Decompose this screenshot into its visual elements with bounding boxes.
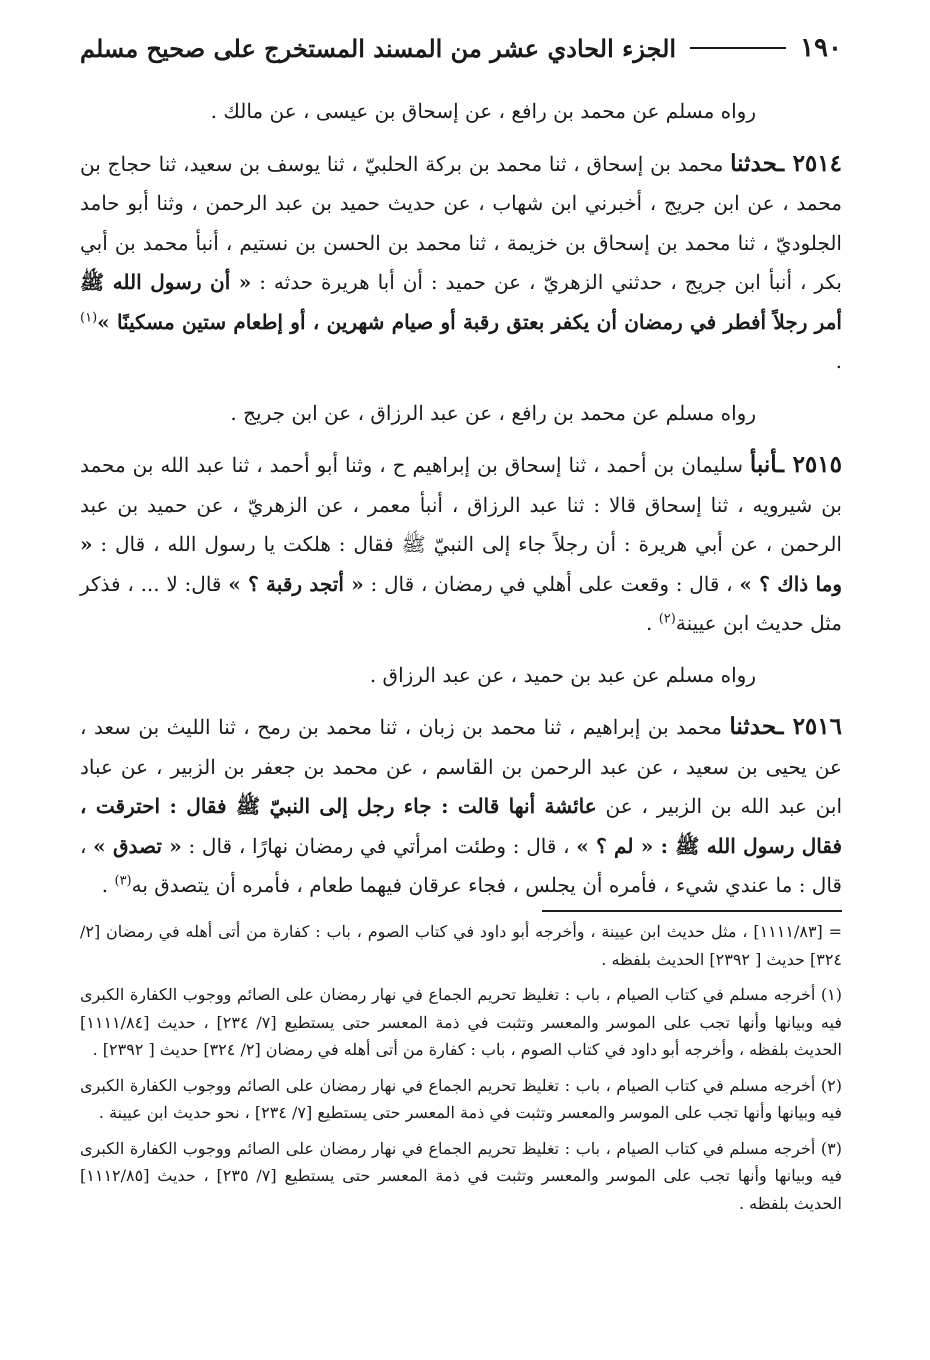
- footnote-ref: (٢): [658, 611, 676, 627]
- footnotes: [80, 918, 842, 1225]
- hadith-matn: « أن رسول الله ﷺ أمر رجلاً أفطر في رمضان أن يكفر بعتق رقبة أو صيام شهرين ، أو إطعام ستين مسكينًا »: [80, 270, 842, 334]
- footnote-ref: (٣): [114, 873, 132, 889]
- hadith-number: ٢٥١٦ ـ: [776, 713, 842, 740]
- hadith-text: قال: لا ... ، فذكر مثل حديث ابن عيينة: [80, 571, 842, 635]
- hadith-2516: [80, 707, 842, 906]
- narration-note: رواه مسلم عن محمد بن رافع ، عن إسحاق بن عيسى ، عن مالك .: [210, 99, 756, 123]
- chain-keyword: حدثنا: [730, 149, 778, 177]
- footnote-continuation: = [١١١١/٨٣] ، مثل حديث ابن عيينة ، وأخرجه أبو داود في كتاب الصوم ، باب : كفارة من أتى أهله في رمضان [٢/ ٣٢٤] حديث [ ٢٣٩٢] الحديث بلفظه .: [80, 922, 843, 969]
- main-text: [80, 92, 842, 906]
- hadith-quote: « تصدق »: [93, 833, 182, 858]
- footnote-ref: (١): [80, 309, 98, 325]
- hadith-text: محمد بن إسحاق ، ثنا محمد بن بركة الحلبيّ ، ثنا يوسف بن سعيد، ثنا حجاج بن محمد ، عن ابن جريج ، أخبرني ابن شهاب ، عن حديث حميد بن عبد الرحمن ، وثنا أبو حامد الجلوديّ ، ثنا محمد بن إسحاق بن خزيمة ، ثنا محمد بن الحسن بن نستيم ، أنبأ محمد بن أبي بكر ، أنبأ ابن جريج ، حدثني الزهريّ ، عن حميد : أن أبا هريرة حدثه :: [80, 151, 842, 294]
- page-number: ١٩٠: [800, 33, 842, 63]
- hadith-text: ، قال : وقعت على أهلي في رمضان ، قال :: [363, 571, 740, 596]
- hadith-end: .: [101, 873, 115, 897]
- footnote-3: (٣) أخرجه مسلم في كتاب الصيام ، باب : تغليظ تحريم الجماع في نهار رمضان على الصائم ووجوب الكفارة الكبرى فيه وبيانها وأنها تجب على الموسر والمعسر وتثبت في ذمة المعسر حتى يستطيع [٧/ ٢٣٥] ، حديث [١١١٢/٨٥] الحديث بلفظه .: [80, 1138, 842, 1213]
- footnote-separator: [542, 910, 842, 912]
- hadith-text: ، قال : وطئت امرأتي في رمضان نهارًا ، قال :: [181, 833, 577, 858]
- hadith-text: ، قال : ما عندي شيء ، فأمره أن يجلس ، فجاء عرقان فيهما طعام ، فأمره أن يتصدق به: [80, 833, 842, 897]
- chain-keyword: أنبأ: [749, 451, 778, 478]
- header-rule: [690, 47, 786, 49]
- narration-note: رواه مسلم عن عبد بن حميد ، عن عبد الرزاق .: [369, 662, 756, 687]
- running-title: الجزء الحادي عشر من المسند المستخرج على صحيح مسلم: [80, 33, 677, 63]
- hadith-2515: [80, 445, 842, 644]
- hadith-quote: « وما ذاك ؟ »: [80, 532, 842, 596]
- hadith-number: ٢٥١٤ ـ: [777, 149, 842, 177]
- narration-note: رواه مسلم عن محمد بن رافع ، عن عبد الرزاق ، عن ابن جريج .: [230, 400, 756, 425]
- hadith-text: سليمان بن أحمد ، ثنا إسحاق بن إبراهيم ح ، وثنا أبو أحمد ، ثنا عبد الله بن محمد بن شيرويه ، ثنا إسحاق قالا : ثنا عبد الرزاق ، أنبأ معمر ، عن الزهريّ ، عن حميد بن عبد الرحمن ، عن أبي هريرة : أن رجلاً جاء إلى النبيّ ﷺ فقال : هلكت يا رسول الله ، قال :: [80, 453, 842, 556]
- hadith-quote: « أتجد رقبة ؟ »: [228, 571, 364, 596]
- footnote-2: (٢) أخرجه مسلم في كتاب الصيام ، باب : تغليظ تحريم الجماع في نهار رمضان على الصائم ووجوب الكفارة الكبرى فيه وبيانها وأنها تجب على الموسر والمعسر وتثبت في ذمة المعسر حتى يستطيع [٧/ ٢٣٤] ، نحو حديث ابن عيينة .: [80, 1075, 842, 1122]
- hadith-end: .: [835, 349, 842, 373]
- hadith-text: محمد بن إبراهيم ، ثنا محمد بن زبان ، ثنا محمد بن رمح ، ثنا الليث بن سعد ، عن يحيى بن سعيد ، عن عبد الرحمن بن القاسم ، عن محمد بن جعفر بن الزبير ، عن عباد ابن عبد الله بن الزبير ، عن: [80, 715, 842, 818]
- chain-keyword: حدثنا: [729, 713, 777, 740]
- hadith-2514: [80, 144, 842, 382]
- hadith-number: ٢٥١٥ ـ: [777, 451, 842, 478]
- hadith-end: .: [645, 611, 659, 635]
- hadith-quote: عائشة أنها قالت : جاء رجل إلى النبيّ ﷺ فقال : احترقت ، فقال رسول الله ﷺ : « لم ؟ »: [80, 794, 842, 858]
- footnote-1: (١) أخرجه مسلم في كتاب الصيام ، باب : تغليظ تحريم الجماع في نهار رمضان على الصائم ووجوب الكفارة الكبرى فيه وبيانها وأنها تجب على الموسر والمعسر وتثبت في ذمة المعسر حتى يستطيع [٧/ ٢٣٤] ، حديث [١١١١/٨٤] الحديث بلفظه ، وأخرجه أبو داود في كتاب الصوم ، باب : كفارة من أتى أهله في رمضان [٢/ ٣٢٤] حديث [ ٢٣٩٢] .: [80, 985, 842, 1059]
- page-header: [80, 26, 842, 70]
